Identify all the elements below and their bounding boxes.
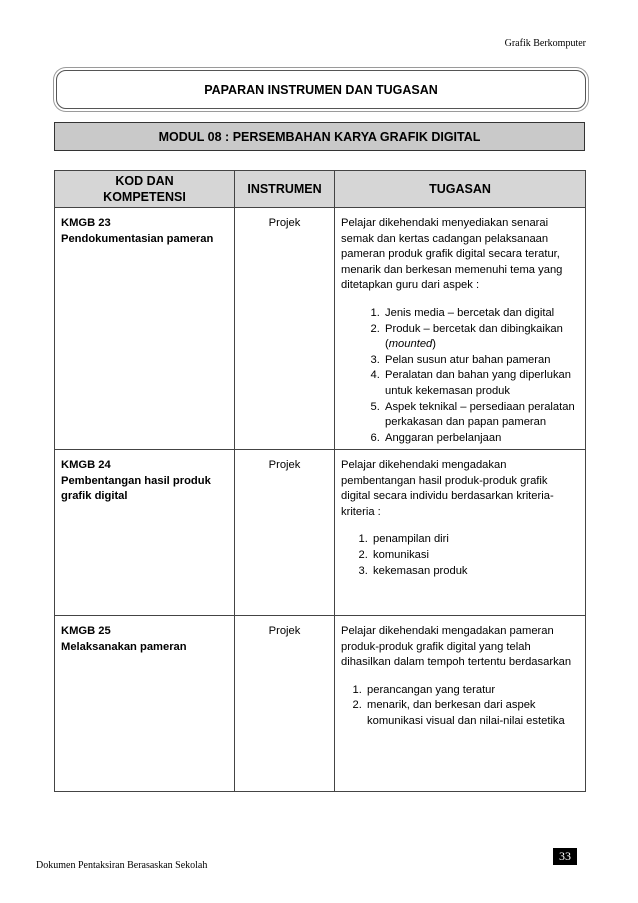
competency-code: KMGB 23 [61,217,111,229]
table-row [55,208,586,450]
competency-cell [55,616,235,792]
header-tugasan: TUGASAN [335,171,586,208]
list-item: 1. Jenis media – bercetak dan digital [383,306,579,322]
list-item: 2. komunikasi [371,548,579,564]
competency-name: Pembentangan hasil produk grafik digital [61,474,211,503]
list-item: 1. penampilan diri [371,532,579,548]
table-header-row [55,171,586,208]
header-kod-kompetensi: KOD DAN KOMPETENSI [55,171,235,208]
competency-cell [55,450,235,616]
task-cell [335,208,586,450]
task-intro: Pelajar dikehendaki menyediakan senarai semak dan kertas cadangan pelaksanaan pameran produk grafik digital secara teratur, menarik dan berkesan memenuhi tema yang ditetapkan guru dari aspek : [341,217,563,292]
table-row [55,450,586,616]
instrument-cell: Projek [235,450,335,616]
competency-name: Melaksanakan pameran [61,640,187,653]
instrument-cell: Projek [235,208,335,450]
list-item: 6. Anggaran perbelanjaan [383,431,579,447]
task-list [341,532,579,579]
task-cell [335,616,586,792]
list-item: 1. perancangan yang teratur [365,683,579,699]
modul-title: MODUL 08 : PERSEMBAHAN KARYA GRAFIK DIGITAL [158,129,481,144]
task-list [341,683,579,730]
task-cell [335,450,586,616]
list-item [383,322,579,353]
table-row [55,616,586,792]
instrument-cell: Projek [235,616,335,792]
header-instrumen: INSTRUMEN [235,171,335,208]
competency-code: KMGB 24 [61,459,111,471]
list-item: 3. kekemasan produk [371,564,579,580]
competency-cell [55,208,235,450]
title-box [56,70,586,109]
list-item: 2. menarik, dan berkesan dari aspek komunikasi visual dan nilai-nilai estetika [365,698,579,729]
running-header: Grafik Berkomputer [504,38,586,49]
page-title: PAPARAN INSTRUMEN DAN TUGASAN [204,82,438,97]
task-intro: Pelajar dikehendaki mengadakan pameran produk-produk grafik digital yang telah dihasilkan dalam tempoh tertentu berdasarkan [341,625,572,669]
competency-name: Pendokumentasian pameran [61,232,214,245]
list-item: 5. Aspek teknikal – persediaan peralatan perkakasan dan papan pameran [383,400,579,431]
list-item: 4. Peralatan dan bahan yang diperlukan untuk kekemasan produk [383,368,579,399]
footer-text: Dokumen Pentaksiran Berasaskan Sekolah [36,860,208,871]
list-item: 3. Pelan susun atur bahan pameran [383,353,579,369]
page-number: 33 [553,848,577,865]
list-item-text: Produk – bercetak dan dibingkaikan (mounted) [385,322,563,351]
competency-code: KMGB 25 [61,625,111,637]
assessment-table [54,170,586,792]
task-list [341,306,579,446]
task-intro: Pelajar dikehendaki mengadakan pembentangan hasil produk-produk grafik digital secara individu berdasarkan kriteria-kriteria : [341,459,554,518]
modul-banner [54,122,585,151]
